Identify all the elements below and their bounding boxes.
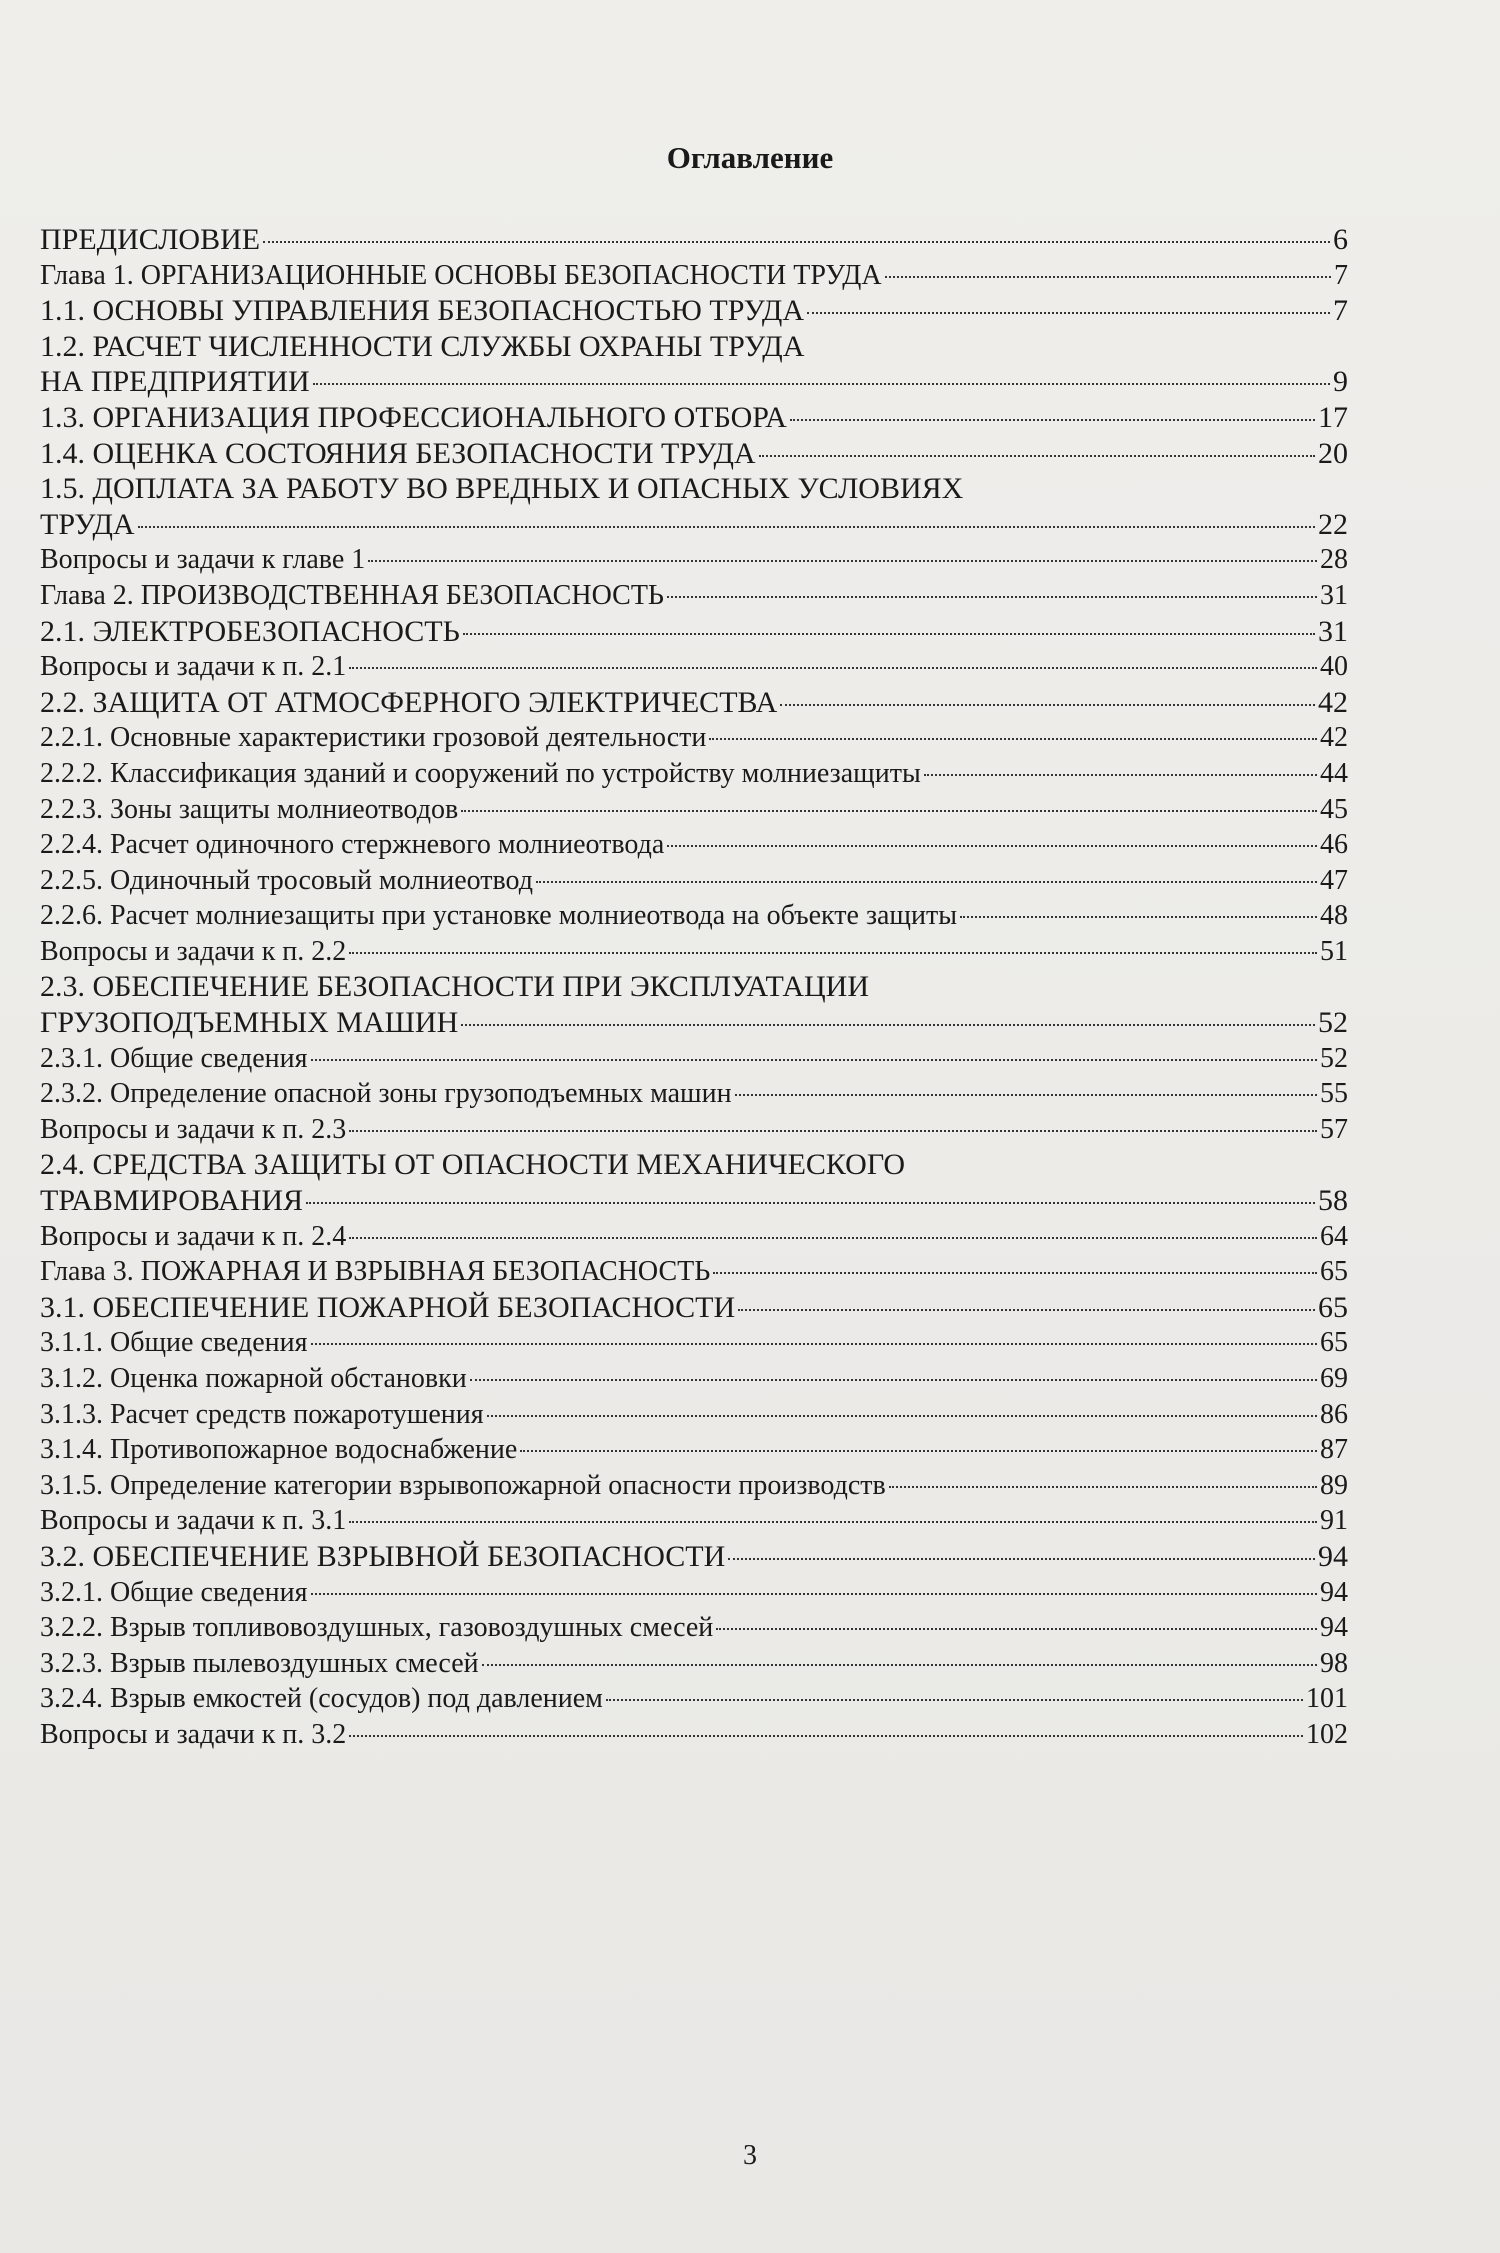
dot-leader <box>889 1486 1317 1488</box>
toc-entry <box>40 1147 1348 1183</box>
toc-entry <box>40 934 1348 970</box>
toc-entry <box>40 1503 1348 1539</box>
dot-leader <box>807 312 1330 314</box>
toc-entry-page: 65 <box>1320 1327 1348 1359</box>
toc-entry-label: Глава 3. ПОЖАРНАЯ И ВЗРЫВНАЯ БЕЗОПАСНОСТЬ <box>40 1256 711 1288</box>
toc-entry <box>40 685 1348 721</box>
toc-entry-label: 3.2.4. Взрыв емкостей (сосудов) под давлением <box>40 1683 603 1715</box>
toc-entry <box>40 649 1348 685</box>
toc-entry <box>40 507 1348 543</box>
dot-leader <box>463 633 1315 635</box>
toc-entry <box>40 578 1348 614</box>
dot-leader <box>349 1130 1317 1132</box>
toc-entry-label: 2.3.2. Определение опасной зоны грузоподъемных машин <box>40 1078 732 1110</box>
toc-entry-label: Глава 2. ПРОИЗВОДСТВЕННАЯ БЕЗОПАСНОСТЬ <box>40 579 664 611</box>
dot-leader <box>470 1379 1317 1381</box>
toc-entry-page: 48 <box>1320 900 1348 932</box>
toc-entry-page: 55 <box>1320 1078 1348 1110</box>
toc-entry <box>40 222 1348 258</box>
toc-entry-label: 3.2.1. Общие сведения <box>40 1576 308 1608</box>
dot-leader <box>349 1735 1303 1737</box>
toc-entry-label: Вопросы и задачи к п. 2.1 <box>40 651 347 683</box>
toc-entry <box>40 1041 1348 1077</box>
toc-entry-page: 52 <box>1320 1042 1348 1074</box>
dot-leader <box>713 1272 1317 1274</box>
toc-entry-page: 102 <box>1306 1718 1348 1750</box>
toc-entry-page: 64 <box>1320 1220 1348 1252</box>
toc-entry-page: 28 <box>1320 544 1348 576</box>
toc-entry-label: 3.1.4. Противопожарное водоснабжение <box>40 1434 518 1466</box>
dot-leader <box>780 704 1315 706</box>
toc-entry-label: Вопросы и задачи к п. 3.1 <box>40 1505 347 1537</box>
toc-entry-label: 3.1.5. Определение категории взрывопожарной опасности производств <box>40 1469 886 1501</box>
toc-entry-label: ТРАВМИРОВАНИЯ <box>40 1184 304 1218</box>
toc-entry-page: 9 <box>1333 365 1348 399</box>
toc-entry <box>40 293 1348 329</box>
dot-leader <box>349 1521 1317 1523</box>
toc-entry-label: 2.2. ЗАЩИТА ОТ АТМОСФЕРНОГО ЭЛЕКТРИЧЕСТВА <box>40 685 778 719</box>
toc-entry-label: ТРУДА <box>40 507 135 541</box>
dot-leader <box>735 1094 1317 1096</box>
page-title: Оглавление <box>666 140 834 175</box>
dot-leader <box>606 1699 1303 1701</box>
toc-entry-label: 2.4. СРЕДСТВА ЗАЩИТЫ ОТ ОПАСНОСТИ МЕХАНИЧЕСКОГО <box>40 1148 906 1182</box>
dot-leader <box>885 276 1331 278</box>
toc-entry-page: 40 <box>1320 651 1348 683</box>
toc-entry-page: 45 <box>1320 793 1348 825</box>
toc-entry-page: 31 <box>1320 579 1348 611</box>
dot-leader <box>536 881 1317 883</box>
toc-entry-page: 65 <box>1320 1256 1348 1288</box>
toc-entry-page: 51 <box>1320 935 1348 967</box>
toc-entry <box>40 436 1348 472</box>
toc-entry-label: 1.2. РАСЧЕТ ЧИСЛЕННОСТИ СЛУЖБЫ ОХРАНЫ ТРУДА <box>40 329 805 363</box>
toc-entry-label: 2.2.2. Классификация зданий и сооружений по устройству молниезащиты <box>40 757 921 789</box>
toc-entry-page: 20 <box>1318 436 1348 470</box>
dot-leader <box>306 1202 1315 1204</box>
toc-entry-page: 6 <box>1333 223 1348 256</box>
dot-leader <box>349 667 1317 669</box>
page-number: 3 <box>743 2140 757 2171</box>
toc-entry-label: 2.2.1. Основные характеристики грозовой деятельности <box>40 722 707 754</box>
toc-entry <box>40 1646 1348 1682</box>
dot-leader <box>461 1024 1315 1026</box>
toc-entry-page: 31 <box>1318 614 1348 648</box>
toc-entry <box>40 1539 1348 1575</box>
dot-leader <box>667 596 1317 598</box>
toc-entry-label: 2.3.1. Общие сведения <box>40 1042 308 1074</box>
toc-entry-page: 7 <box>1333 294 1348 328</box>
toc-entry-label: 3.1.1. Общие сведения <box>40 1327 308 1359</box>
toc-entry <box>40 1183 1348 1219</box>
toc-entry-page: 94 <box>1318 1539 1348 1573</box>
toc-entry-label: 2.2.5. Одиночный тросовый молниеотвод <box>40 864 533 896</box>
toc-entry <box>40 400 1348 436</box>
toc-entry-label: Вопросы и задачи к п. 3.2 <box>40 1718 347 1750</box>
toc-entry-label: 3.2.2. Взрыв топливовоздушных, газовоздушных смесей <box>40 1612 714 1644</box>
dot-leader <box>482 1664 1317 1666</box>
toc-entry-label: 1.3. ОРГАНИЗАЦИЯ ПРОФЕССИОНАЛЬНОГО ОТБОРА <box>40 400 787 434</box>
toc-entry-label: 3.1.3. Расчет средств пожаротушения <box>40 1398 484 1430</box>
toc-entry-page: 7 <box>1334 259 1348 291</box>
toc-entry-label: Вопросы и задачи к п. 2.2 <box>40 935 347 967</box>
dot-leader <box>709 738 1317 740</box>
toc-entry <box>40 792 1348 828</box>
toc-entry-label: Вопросы и задачи к главе 1 <box>40 544 366 576</box>
toc-entry <box>40 1681 1348 1717</box>
toc-entry <box>40 258 1348 294</box>
toc-entry <box>40 720 1348 756</box>
toc-entry-label: Вопросы и задачи к п. 2.3 <box>40 1113 347 1145</box>
toc-entry-page: 65 <box>1318 1290 1348 1324</box>
toc-entry <box>40 1076 1348 1112</box>
toc-entry <box>40 1112 1348 1148</box>
toc-entry-page: 42 <box>1318 685 1348 719</box>
toc-entry <box>40 1717 1348 1753</box>
dot-leader <box>520 1450 1317 1452</box>
toc-entry-label: 3.1.2. Оценка пожарной обстановки <box>40 1363 467 1394</box>
toc-entry <box>40 1325 1348 1361</box>
toc-entry-page: 94 <box>1320 1576 1348 1608</box>
toc-entry-label: ГРУЗОПОДЪЕМНЫХ МАШИН <box>40 1006 459 1040</box>
dot-leader <box>461 810 1317 812</box>
toc-entry <box>40 1361 1348 1397</box>
toc-entry <box>40 863 1348 899</box>
toc-entry <box>40 614 1348 650</box>
toc-entry <box>40 542 1348 578</box>
toc-entry <box>40 471 1348 507</box>
toc-entry-page: 57 <box>1320 1113 1348 1145</box>
toc-entry <box>40 1610 1348 1646</box>
toc-entry-label: 3.1. ОБЕСПЕЧЕНИЕ ПОЖАРНОЙ БЕЗОПАСНОСТИ <box>40 1290 736 1324</box>
toc-entry <box>40 1005 1348 1041</box>
toc-entry <box>40 1575 1348 1611</box>
toc-entry-label: 2.2.6. Расчет молниезащиты при установке молниеотвода на объекте защиты <box>40 900 958 932</box>
toc-entry-label: 2.3. ОБЕСПЕЧЕНИЕ БЕЗОПАСНОСТИ ПРИ ЭКСПЛУАТАЦИИ <box>40 970 869 1004</box>
dot-leader <box>487 1415 1317 1417</box>
table-of-contents <box>40 222 1348 1753</box>
toc-entry-label: 1.4. ОЦЕНКА СОСТОЯНИЯ БЕЗОПАСНОСТИ ТРУДА <box>40 436 756 470</box>
dot-leader <box>311 1343 1317 1345</box>
toc-entry <box>40 1432 1348 1468</box>
toc-entry <box>40 969 1348 1005</box>
toc-entry-page: 91 <box>1320 1505 1348 1537</box>
toc-entry <box>40 756 1348 792</box>
toc-entry-page: 47 <box>1320 864 1348 896</box>
toc-entry-label: НА ПРЕДПРИЯТИИ <box>40 365 310 399</box>
toc-entry-page: 101 <box>1306 1683 1348 1715</box>
toc-entry-page: 17 <box>1318 400 1348 434</box>
toc-entry-page: 89 <box>1320 1469 1348 1501</box>
toc-entry <box>40 827 1348 863</box>
toc-entry-page: 44 <box>1320 757 1348 789</box>
dot-leader <box>368 560 1317 562</box>
toc-entry-label: Глава 1. ОРГАНИЗАЦИОННЫЕ ОСНОВЫ БЕЗОПАСНОСТИ ТРУДА <box>40 259 882 291</box>
toc-entry-label: ПРЕДИСЛОВИЕ <box>40 223 261 256</box>
toc-entry <box>40 1468 1348 1504</box>
dot-leader <box>349 952 1317 954</box>
toc-entry-page: 52 <box>1318 1006 1348 1040</box>
toc-entry <box>40 329 1348 365</box>
dot-leader <box>311 1593 1317 1595</box>
toc-entry-page: 46 <box>1320 829 1348 861</box>
dot-leader <box>759 455 1315 457</box>
dot-leader <box>716 1628 1317 1630</box>
dot-leader <box>667 845 1317 847</box>
toc-entry-page: 58 <box>1318 1184 1348 1218</box>
dot-leader <box>790 419 1315 421</box>
dot-leader <box>263 241 1330 243</box>
toc-entry-page: 94 <box>1320 1612 1348 1644</box>
toc-entry <box>40 1254 1348 1290</box>
toc-entry-page: 98 <box>1320 1647 1348 1679</box>
toc-entry-page: 69 <box>1320 1363 1348 1394</box>
toc-entry <box>40 1290 1348 1326</box>
toc-entry-label: Вопросы и задачи к п. 2.4 <box>40 1220 347 1252</box>
toc-entry-page: 86 <box>1320 1398 1348 1430</box>
toc-entry-label: 3.2. ОБЕСПЕЧЕНИЕ ВЗРЫВНОЙ БЕЗОПАСНОСТИ <box>40 1539 726 1573</box>
toc-entry-label: 1.5. ДОПЛАТА ЗА РАБОТУ ВО ВРЕДНЫХ И ОПАСНЫХ УСЛОВИЯХ <box>40 472 964 506</box>
toc-entry <box>40 364 1348 400</box>
dot-leader <box>138 526 1315 528</box>
dot-leader <box>349 1237 1317 1239</box>
toc-entry <box>40 898 1348 934</box>
toc-entry <box>40 1219 1348 1255</box>
dot-leader <box>311 1059 1317 1061</box>
dot-leader <box>738 1309 1315 1311</box>
dot-leader <box>728 1558 1315 1560</box>
toc-entry <box>40 1397 1348 1433</box>
dot-leader <box>924 774 1317 776</box>
dot-leader <box>960 916 1317 918</box>
toc-entry-label: 2.2.3. Зоны защиты молниеотводов <box>40 793 459 825</box>
toc-entry-label: 3.2.3. Взрыв пылевоздушных смесей <box>40 1647 479 1679</box>
toc-entry-page: 42 <box>1320 722 1348 754</box>
toc-entry-page: 22 <box>1318 507 1348 541</box>
toc-entry-label: 1.1. ОСНОВЫ УПРАВЛЕНИЯ БЕЗОПАСНОСТЬЮ ТРУДА <box>40 294 804 328</box>
toc-entry-label: 2.2.4. Расчет одиночного стержневого молниеотвода <box>40 829 665 861</box>
dot-leader <box>313 383 1330 385</box>
toc-entry-page: 87 <box>1320 1434 1348 1466</box>
toc-entry-label: 2.1. ЭЛЕКТРОБЕЗОПАСНОСТЬ <box>40 614 460 648</box>
